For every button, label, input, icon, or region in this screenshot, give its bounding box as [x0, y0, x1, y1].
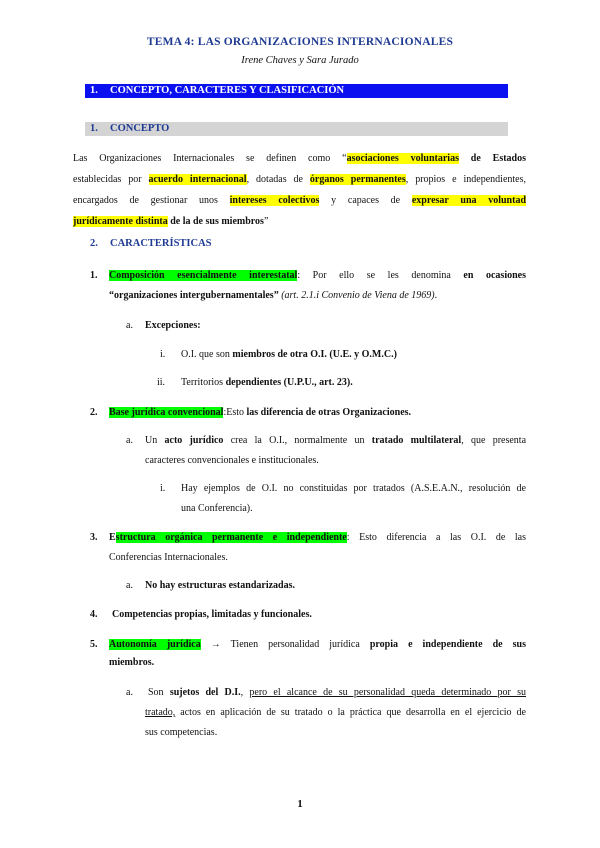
item-text: : Por ello se les denomina [297, 270, 464, 281]
item-5-line-2: miembros. [109, 657, 155, 668]
item-1a-mark: a. [126, 320, 133, 331]
item-bold: miembros de otra O.I. (U.E. y O.M.C.) [232, 349, 397, 360]
authors: Irene Chaves y Sara Jurado [241, 55, 359, 66]
definition-line-3 [73, 194, 526, 208]
item-5-number: 5. [90, 639, 98, 650]
concepto-text: CONCEPTO [110, 123, 170, 134]
item-2ai-line-1: Hay ejemplos de O.I. no constituidas por tratados (A.S.E.A.N., resolución de [181, 483, 526, 494]
item-bold: “organizaciones intergubernamentales” [109, 290, 279, 301]
item-text: . [434, 290, 438, 301]
item-highlight: Autonomía jurídica [109, 639, 201, 650]
item-underline: pero el alcance de su personalidad queda determinado por su [249, 687, 527, 698]
item-2-line [109, 406, 411, 420]
def-text: y capaces de [319, 195, 412, 206]
item-bold: acto jurídico [164, 435, 224, 446]
definition-line-4 [73, 215, 268, 229]
item-text: : Esto diferencia a las O.I. de las [346, 532, 526, 543]
item-3-number: 3. [90, 532, 98, 543]
item-text: → Tienen personalidad jurídica [200, 639, 370, 650]
item-citation: (art. 2.1.i Convenio de Viena de 1969) [278, 290, 435, 301]
item-text: crea la O.I., normalmente un [223, 435, 372, 446]
def-highlight: intereses colectivos [229, 195, 320, 206]
def-text: de la de sus miembros [167, 216, 264, 227]
item-text: , que presenta [461, 435, 527, 446]
item-2ai-mark: i. [160, 483, 166, 494]
item-bold: tratado multilateral [371, 435, 462, 446]
item-highlight: Base jurídica convencional [109, 407, 224, 418]
def-highlight: expresar una voluntad [411, 195, 527, 206]
item-2a-line-2: caracteres convencionales e institucionales. [145, 455, 319, 466]
item-bold: E [109, 532, 116, 543]
main-heading [85, 84, 508, 98]
document-title: TEMA 4: LAS ORGANIZACIONES INTERNACIONALES [146, 36, 454, 48]
def-text: establecidas por [73, 174, 149, 185]
item-text: Territorios [181, 377, 226, 388]
item-5a-line-1 [148, 686, 526, 700]
item-text: , [240, 687, 250, 698]
item-5a-mark: a. [126, 687, 133, 698]
item-3-line-1 [109, 531, 526, 545]
item-3-line-2: Conferencias Internacionales. [109, 552, 228, 563]
item-bold: las diferencia de otras Organizaciones. [246, 407, 412, 418]
item-5-line-1 [109, 638, 526, 652]
item-bold: en ocasiones [463, 270, 526, 281]
caracteristicas-heading [90, 238, 212, 249]
page-number: 1 [297, 798, 303, 810]
item-3a-text: No hay estructuras estandarizadas. [145, 580, 295, 591]
item-2-number: 2. [90, 407, 98, 418]
item-1-line-1 [109, 269, 526, 283]
caracteristicas-number: 2. [90, 238, 98, 249]
item-text: : [223, 407, 227, 418]
def-highlight: órganos permanentes [309, 174, 406, 185]
def-text: , propios e independientes, [405, 174, 527, 185]
def-highlight: asociaciones voluntarias [346, 153, 459, 164]
item-3a-mark: a. [126, 580, 133, 591]
def-text: de Estados [458, 153, 526, 164]
concepto-number: 1. [90, 123, 98, 134]
item-highlight: Composición esencialmente interestatal [109, 270, 298, 281]
item-1-number: 1. [90, 270, 98, 281]
item-5a-line-2 [145, 706, 526, 720]
def-text: Las Organizaciones Internacionales se definen como “ [73, 153, 347, 164]
def-text: encargados de gestionar unos [73, 195, 230, 206]
item-text: actos en aplicación de su tratado o la práctica que desarrolla en el ejercicio de [175, 707, 526, 718]
item-bold: propia e independiente de sus [369, 639, 527, 650]
main-heading-number: 1. [90, 85, 98, 96]
item-2a-mark: a. [126, 435, 133, 446]
item-text: Un [145, 435, 165, 446]
def-text: ” [263, 216, 269, 227]
caracteristicas-text: CARACTERÍSTICAS [110, 238, 212, 249]
item-5a-line-3: sus competencias. [145, 727, 218, 738]
definition-line-1 [73, 152, 526, 166]
item-2a-line-1 [145, 434, 526, 448]
def-highlight: acuerdo internacional [148, 174, 247, 185]
main-heading-text: CONCEPTO, CARACTERES Y CLASIFICACIÓN [110, 85, 345, 96]
item-1aii-text [181, 376, 353, 390]
item-4-text: Competencias propias, limitadas y funcionales. [112, 609, 312, 620]
item-1-line-2 [109, 289, 437, 303]
item-1ai-text [181, 348, 397, 362]
definition-line-2 [73, 173, 526, 187]
def-text: , dotadas de [246, 174, 310, 185]
item-text: O.I. que son [181, 349, 233, 360]
item-1ai-mark: i. [160, 349, 166, 360]
item-4-number: 4. [90, 609, 98, 620]
item-1a-text: Excepciones: [145, 320, 201, 331]
item-underline: tratado, [145, 707, 176, 718]
item-bold: dependientes (U.P.U., art. 23). [225, 377, 353, 388]
concepto-heading [85, 122, 508, 136]
item-1aii-mark: ii. [157, 377, 166, 388]
item-text: Esto [226, 407, 247, 418]
item-bold: sujetos del D.I. [169, 687, 241, 698]
item-2ai-line-2: una Conferencia). [181, 503, 253, 514]
def-highlight: jurídicamente distinta [73, 216, 168, 227]
item-text: Son [148, 687, 170, 698]
item-highlight: structura orgánica permanente e independiente [115, 532, 347, 543]
